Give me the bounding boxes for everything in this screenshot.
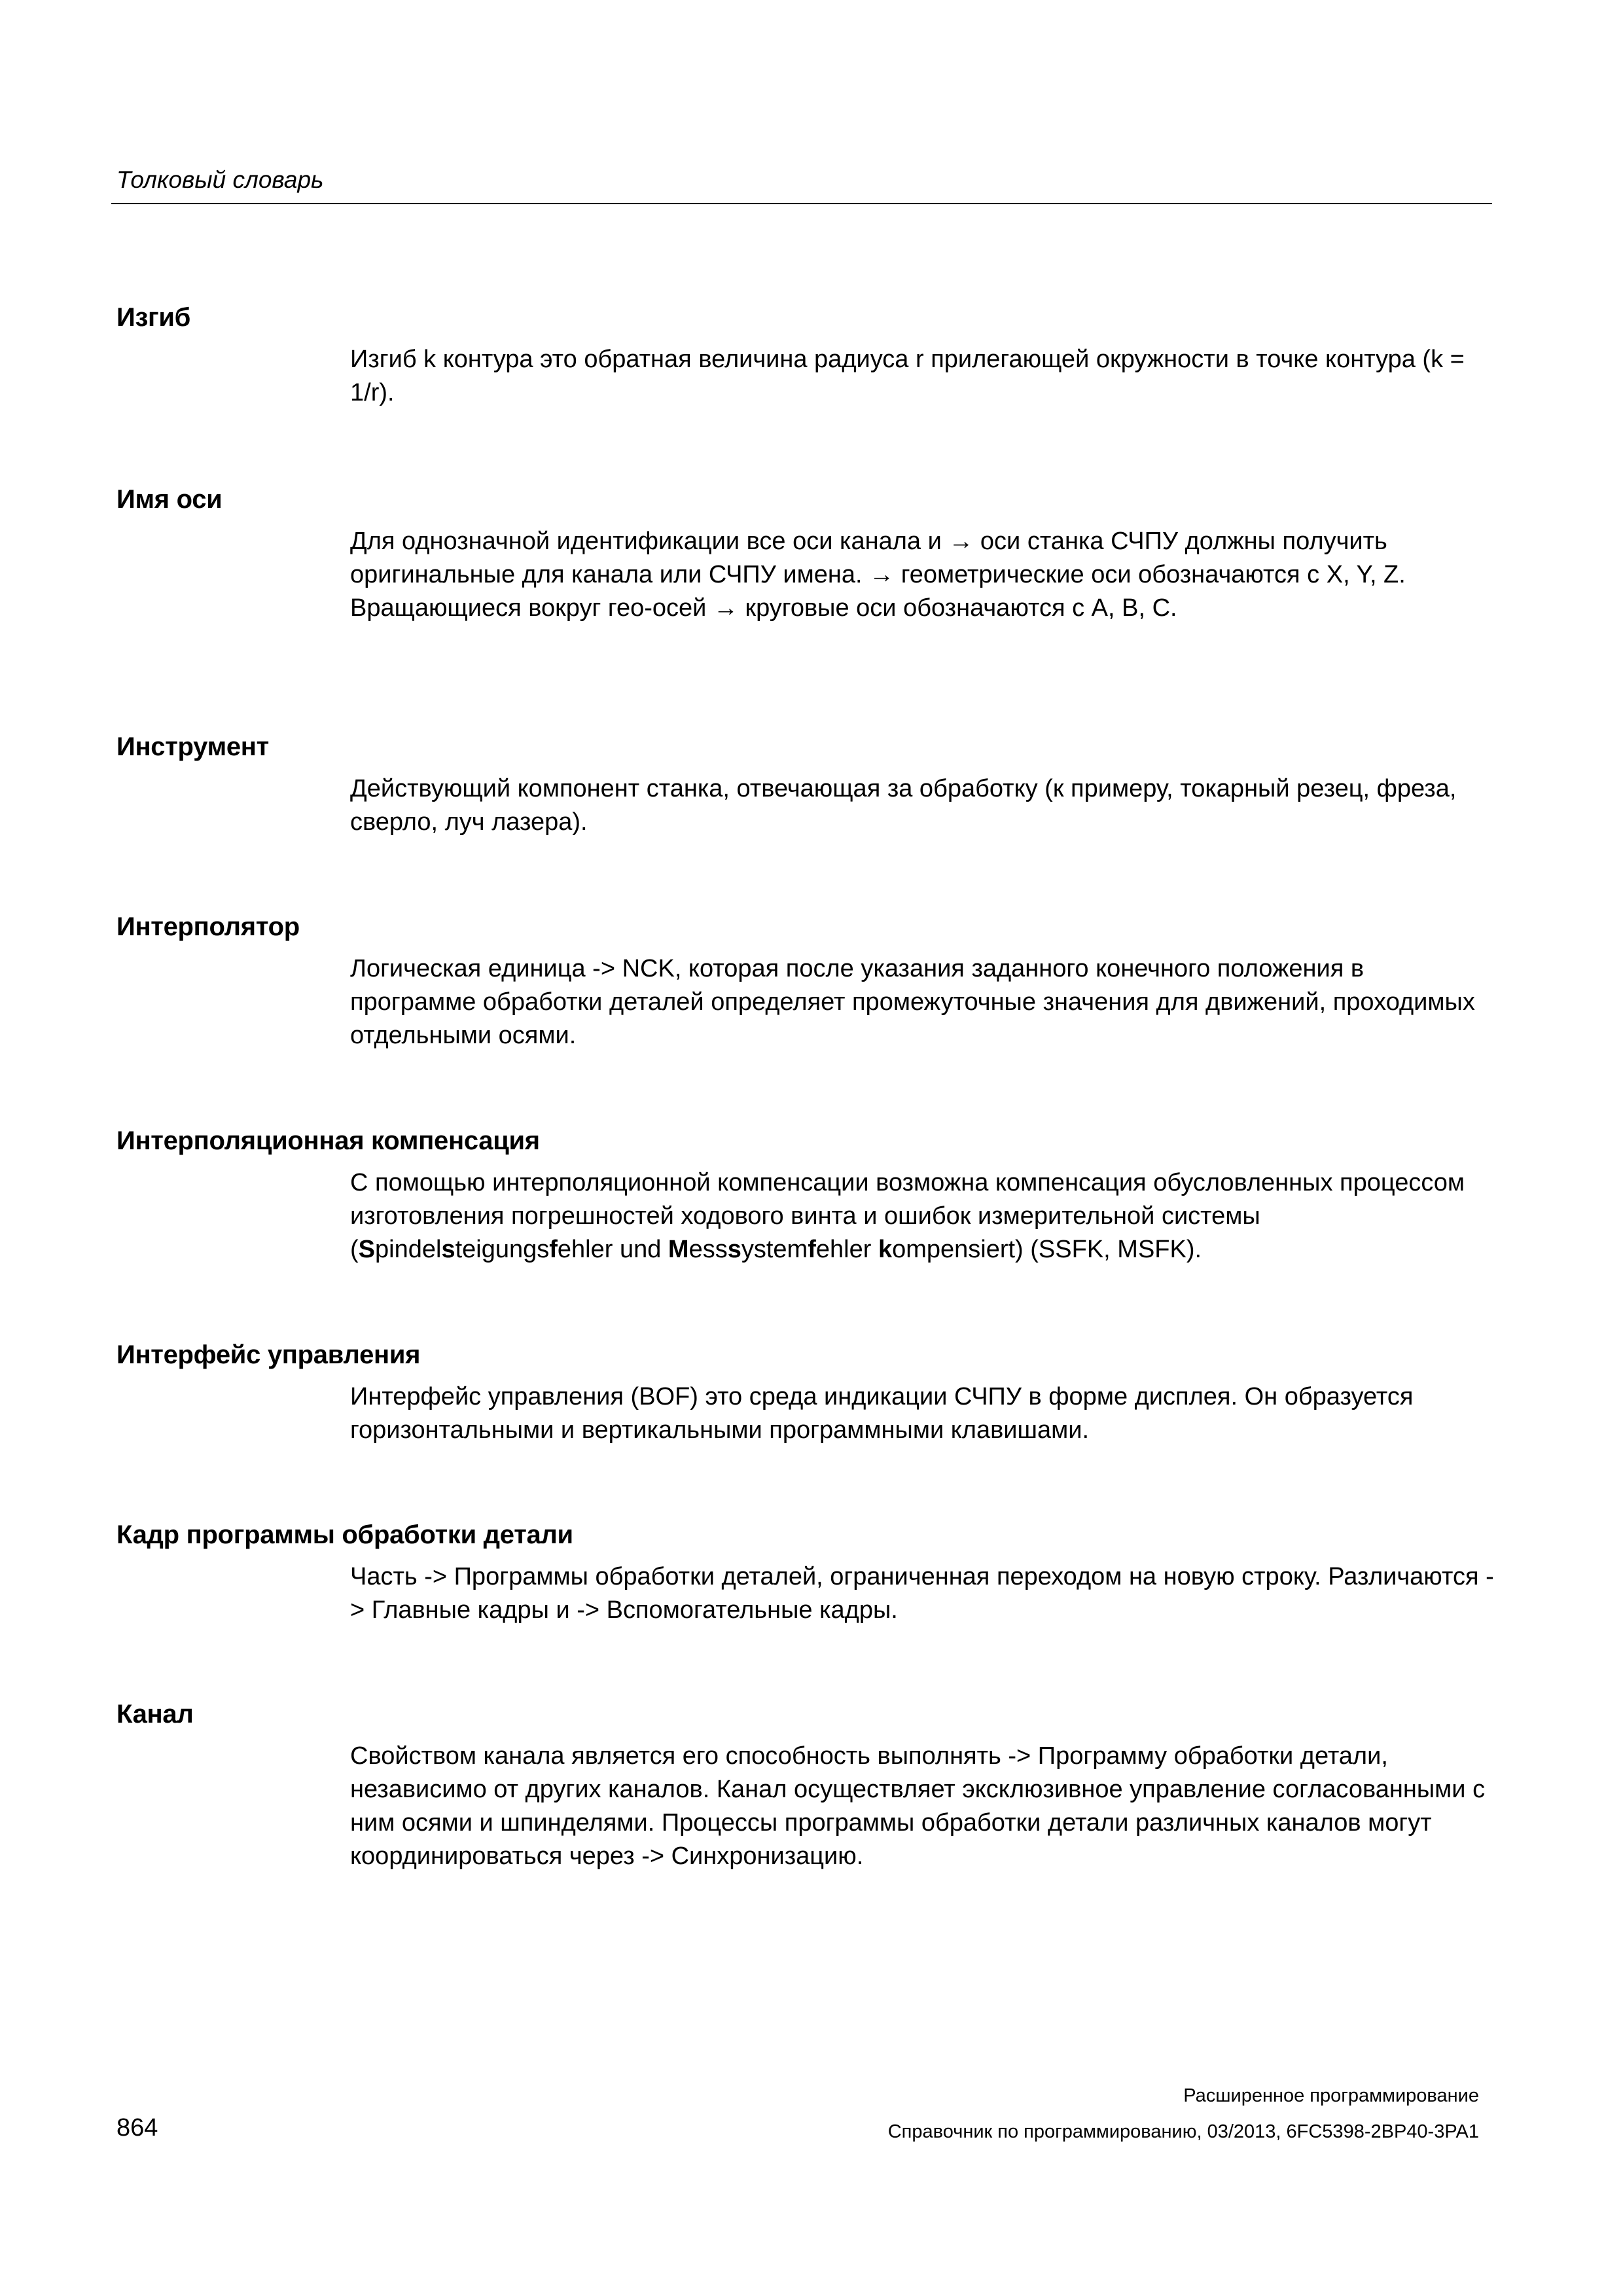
def-acronym-letter: f	[549, 1236, 558, 1263]
entry-definition: Логическая единица -> NCK, которая после указания заданного конечного положения в программе обработки деталей определяет промежуточные значения для движений, проходимых отдельными осями.	[350, 955, 1475, 1049]
def-text: ehler	[815, 1236, 878, 1263]
def-acronym-letter: s	[727, 1236, 741, 1263]
entry-term: Интерполятор	[116, 912, 300, 941]
entry-definition: Действующий компонент станка, отвечающая за обработку (к примеру, токарный резец, фреза, сверло, луч лазера).	[350, 775, 1457, 836]
def-text: ystem	[741, 1236, 808, 1263]
def-acronym-letter: f	[808, 1236, 816, 1263]
glossary-entry-interpolation-compensation	[116, 1124, 1497, 1266]
def-acronym-letter: S	[358, 1236, 376, 1263]
def-text: pindel	[375, 1236, 442, 1263]
header-title: Толковый словарь	[116, 166, 324, 193]
running-header	[111, 165, 1492, 204]
def-text: С помощью интерполяционной компенсации возможна компенсация обусловленных процессом изготовления погрешностей ходового винта и ошибок измерительной системы (	[350, 1169, 1465, 1263]
def-text: ompensiert) (SSFK, MSFK).	[892, 1236, 1202, 1263]
entry-term: Инструмент	[116, 732, 269, 761]
def-acronym-letter: s	[441, 1236, 455, 1263]
entry-term: Интерполяционная компенсация	[116, 1126, 540, 1155]
entry-definition: Свойством канала является его способность выполнять -> Программу обработки детали, независимо от других каналов. Канал осуществляет эксклюзивное управление согласованными с ним осями и шпинделями. Процессы программы обработки детали различных каналов могут координироваться через -> Синхронизацию.	[350, 1742, 1486, 1870]
glossary-entry-interpolyator	[116, 910, 1497, 1052]
def-text: teigungs	[455, 1236, 550, 1263]
entry-term: Кадр программы обработки детали	[116, 1520, 573, 1549]
def-text: ess	[688, 1236, 728, 1263]
entry-definition: Для однозначной идентификации все оси канала и → оси станка СЧПУ должны получить оригинальные для канала или СЧПУ имена. → геометрические оси обозначаются с X, Y, Z. Вращающиеся вокруг гео-осей → круговые оси обозначаются с A, B, C.	[350, 528, 1406, 622]
entry-term: Канал	[116, 1700, 194, 1729]
entry-term: Интерфейс управления	[116, 1340, 421, 1369]
entry-definition: Часть -> Программы обработки деталей, ограниченная переходом на новую строку. Различаются -> Главные кадры и -> Вспомогательные кадры.	[350, 1563, 1494, 1624]
entry-term: Изгиб	[116, 303, 191, 332]
entry-term: Имя оси	[116, 485, 223, 514]
glossary-entry-imya-osi	[116, 483, 1497, 625]
page-number: 864	[116, 2114, 158, 2142]
glossary-entry-instrument	[116, 730, 1497, 839]
entry-definition: Изгиб k контура это обратная величина радиуса r прилегающей окружности в точке контура (k = 1/r).	[350, 346, 1465, 406]
footer-document-title: Расширенное программирование	[1183, 2085, 1479, 2106]
glossary-entry-program-block	[116, 1518, 1497, 1627]
glossary-entry-izgib	[116, 301, 1497, 410]
entry-definition	[350, 1166, 1495, 1266]
def-text: ehler und	[557, 1236, 668, 1263]
entry-definition: Интерфейс управления (BOF) это среда индикации СЧПУ в форме дисплея. Он образуется горизонтальными и вертикальными программными клавишами.	[350, 1383, 1414, 1444]
glossary-entry-kanal	[116, 1698, 1497, 1873]
def-acronym-letter: M	[668, 1236, 689, 1263]
glossary-entry-interface	[116, 1338, 1497, 1447]
footer-document-info: Справочник по программированию, 03/2013, 6FC5398-2BP40-3PA1	[887, 2121, 1479, 2142]
def-acronym-letter: k	[878, 1236, 893, 1263]
